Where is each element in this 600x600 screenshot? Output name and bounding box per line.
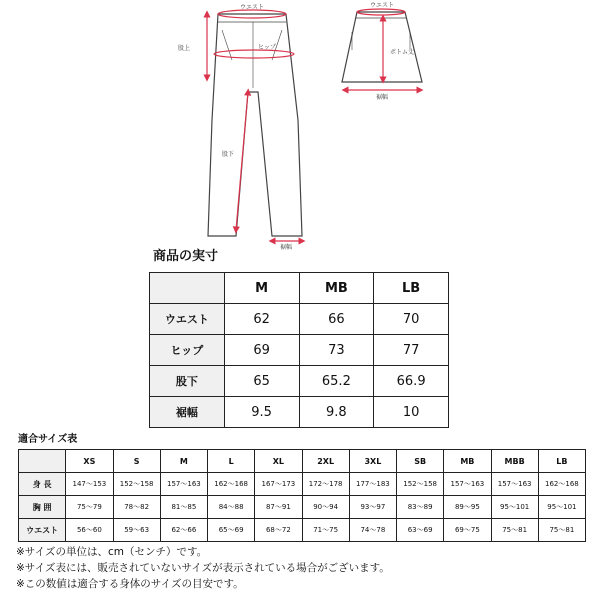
fit-cell: 74〜78 xyxy=(349,519,396,542)
fit-cell: 95〜101 xyxy=(538,496,585,519)
actual-cell: 77 xyxy=(374,335,449,366)
pants-inseam-label: 股下 xyxy=(222,151,235,158)
actual-cell: 69 xyxy=(224,335,299,366)
fit-cell: 63〜69 xyxy=(397,519,444,542)
actual-cell: 65.2 xyxy=(299,366,374,397)
skirt-length-label: ボトム丈 xyxy=(390,49,415,56)
fit-cell: 65〜69 xyxy=(208,519,255,542)
actual-col-m: M xyxy=(224,273,299,304)
fit-cell: 95〜101 xyxy=(491,496,538,519)
fit-cell: 62〜66 xyxy=(160,519,207,542)
fit-cell: 157〜163 xyxy=(491,473,538,496)
fit-col: 2XL xyxy=(302,450,349,473)
fit-col: L xyxy=(208,450,255,473)
fit-row-chest xyxy=(19,496,586,519)
actual-corner-cell xyxy=(150,273,225,304)
actual-cell: 10 xyxy=(374,397,449,428)
actual-cell: 73 xyxy=(299,335,374,366)
fit-row-label: 胸 囲 xyxy=(19,496,66,519)
actual-size-table xyxy=(149,272,449,428)
fit-header-row xyxy=(19,450,586,473)
fit-row-label: ウエスト xyxy=(19,519,66,542)
actual-row-label: 股下 xyxy=(150,366,225,397)
fit-col: 3XL xyxy=(349,450,396,473)
actual-size-title: 商品の実寸 xyxy=(153,249,219,264)
fit-cell: 152〜158 xyxy=(397,473,444,496)
note-availability: ※サイズ表には、販売されていないサイズが表示されている場合がございます。 xyxy=(16,562,390,574)
actual-row-label: 裾幅 xyxy=(150,397,225,428)
fit-col: MB xyxy=(444,450,491,473)
actual-row-hem xyxy=(150,397,449,428)
fit-cell: 172〜178 xyxy=(302,473,349,496)
fit-cell: 167〜173 xyxy=(255,473,302,496)
fit-cell: 71〜75 xyxy=(302,519,349,542)
fit-cell: 84〜88 xyxy=(208,496,255,519)
actual-header-row xyxy=(150,273,449,304)
fit-cell: 83〜89 xyxy=(397,496,444,519)
fit-cell: 87〜91 xyxy=(255,496,302,519)
pants-waist-label: ウエスト xyxy=(240,4,265,11)
fit-row-waist xyxy=(19,519,586,542)
fit-cell: 81〜85 xyxy=(160,496,207,519)
skirt-outline xyxy=(342,12,422,82)
fit-cell: 75〜79 xyxy=(66,496,113,519)
fit-corner-cell xyxy=(19,450,66,473)
fit-col: XS xyxy=(66,450,113,473)
fit-col: LB xyxy=(538,450,585,473)
pants-inseam-mark xyxy=(236,92,248,230)
fit-cell: 75〜81 xyxy=(491,519,538,542)
actual-row-label: ヒップ xyxy=(150,335,225,366)
fit-cell: 157〜163 xyxy=(160,473,207,496)
actual-cell: 66 xyxy=(299,304,374,335)
fit-cell: 162〜168 xyxy=(208,473,255,496)
actual-cell: 9.8 xyxy=(299,397,374,428)
actual-cell: 9.5 xyxy=(224,397,299,428)
fit-col: M xyxy=(160,450,207,473)
fit-cell: 90〜94 xyxy=(302,496,349,519)
note-unit: ※サイズの単位は、cm（センチ）です。 xyxy=(16,546,208,558)
fit-cell: 75〜81 xyxy=(538,519,585,542)
fit-cell: 68〜72 xyxy=(255,519,302,542)
fit-col: SB xyxy=(397,450,444,473)
fit-cell: 157〜163 xyxy=(444,473,491,496)
skirt-hem-label: 裾幅 xyxy=(376,94,389,101)
garment-measurement-diagram xyxy=(0,0,600,250)
fit-size-title: 適合サイズ表 xyxy=(18,434,78,445)
fit-cell: 78〜82 xyxy=(113,496,160,519)
actual-col-mb: MB xyxy=(299,273,374,304)
fit-row-label: 身 長 xyxy=(19,473,66,496)
size-notes xyxy=(16,544,390,592)
fit-cell: 56〜60 xyxy=(66,519,113,542)
fit-cell: 69〜75 xyxy=(444,519,491,542)
fit-cell: 59〜63 xyxy=(113,519,160,542)
fit-cell: 177〜183 xyxy=(349,473,396,496)
note-guideline: ※この数値は適合する身体のサイズの目安です。 xyxy=(16,578,244,590)
actual-col-lb: LB xyxy=(374,273,449,304)
actual-cell: 62 xyxy=(224,304,299,335)
fit-col: MBB xyxy=(491,450,538,473)
fit-row-height xyxy=(19,473,586,496)
pants-hip-label: ヒップ xyxy=(258,44,276,51)
fit-col: XL xyxy=(255,450,302,473)
fit-cell: 89〜95 xyxy=(444,496,491,519)
actual-row-hip xyxy=(150,335,449,366)
fit-size-table xyxy=(18,449,586,542)
pants-outline xyxy=(208,14,302,236)
fit-col: S xyxy=(113,450,160,473)
pants-hip-mark xyxy=(214,50,294,58)
fit-cell: 147〜153 xyxy=(66,473,113,496)
pants-rise-label: 股上 xyxy=(178,45,191,52)
fit-cell: 93〜97 xyxy=(349,496,396,519)
pants-hem-label: 裾幅 xyxy=(280,244,293,250)
skirt-waist-label: ウエスト xyxy=(370,2,395,9)
actual-row-inseam xyxy=(150,366,449,397)
actual-cell: 65 xyxy=(224,366,299,397)
actual-row-label: ウエスト xyxy=(150,304,225,335)
actual-row-waist xyxy=(150,304,449,335)
actual-cell: 70 xyxy=(374,304,449,335)
actual-cell: 66.9 xyxy=(374,366,449,397)
fit-cell: 162〜168 xyxy=(538,473,585,496)
fit-cell: 152〜158 xyxy=(113,473,160,496)
